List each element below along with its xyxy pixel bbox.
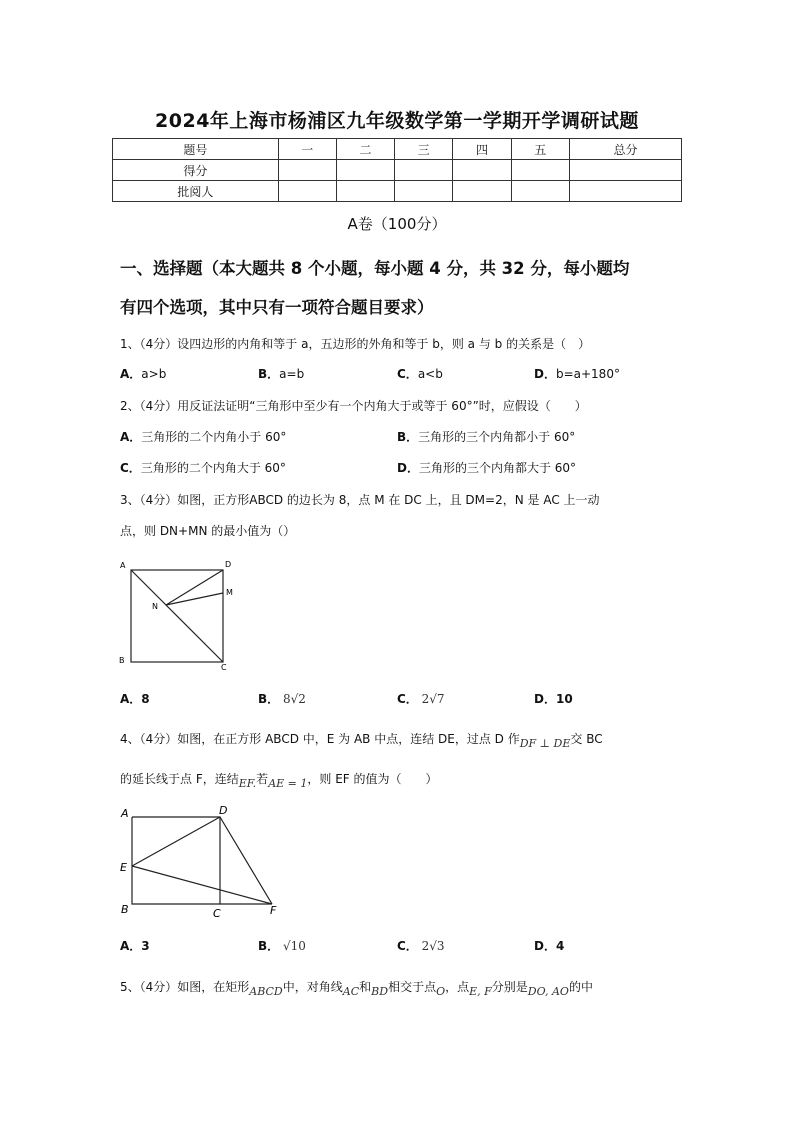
- part1-heading-line2: 有四个选项，其中只有一项符合题目要求）: [120, 298, 434, 317]
- q1-option-c: [397, 366, 443, 382]
- score-cell: [569, 181, 681, 202]
- score-cell: [569, 160, 681, 181]
- option-text: √10: [282, 939, 306, 953]
- score-header-cell: 题号: [113, 139, 279, 160]
- label-d: D: [225, 560, 232, 569]
- score-cell: [511, 160, 569, 181]
- score-row-label: 得分: [113, 160, 279, 181]
- option-text: 三角形的三个内角都大于 60°: [418, 461, 577, 475]
- q1-text: 1、（4分）设四边形的内角和等于 a，五边形的外角和等于 b，则 a 与 b 的关系是（ ）: [120, 337, 591, 351]
- option-key: D．: [534, 939, 556, 953]
- segment-de: [132, 817, 220, 866]
- score-table: [112, 138, 682, 202]
- option-key: C．: [120, 461, 141, 475]
- q5-math-bd: BD: [371, 985, 389, 998]
- q4-figure: [112, 800, 292, 922]
- label-f: F: [270, 904, 277, 917]
- reviewer-row-label: 批阅人: [113, 181, 279, 202]
- label-d: D: [219, 804, 228, 817]
- q4-option-d: [534, 938, 564, 954]
- square-abcd: [132, 817, 220, 904]
- diagonal-ac: [131, 570, 223, 662]
- q5-t2: 和: [359, 980, 372, 994]
- option-text: b=a+180°: [555, 367, 620, 381]
- label-b: B: [119, 656, 125, 665]
- label-c: C: [221, 663, 227, 672]
- q3-figure: [112, 556, 242, 674]
- q4-math-perp: DF ⊥ DE: [519, 737, 571, 750]
- q1-option-d: [534, 366, 620, 382]
- score-cell: [453, 181, 511, 202]
- q3-line1: 3、（4分）如图，正方形ABCD 的边长为 8，点 M 在 DC 上，且 DM=2，N 是 AC 上一动: [120, 493, 600, 507]
- q5-t6: 的中: [568, 980, 593, 994]
- label-n: N: [152, 602, 158, 611]
- option-key: C．: [397, 692, 418, 706]
- q3-option-a: [120, 691, 150, 707]
- option-text: 4: [555, 939, 565, 953]
- option-text: a<b: [417, 367, 443, 381]
- q4-option-b: [258, 938, 306, 954]
- q3-option-d: [534, 691, 573, 707]
- option-key: C．: [397, 367, 418, 381]
- option-text: 3: [141, 939, 150, 953]
- score-cell: [278, 181, 336, 202]
- option-key: D．: [534, 367, 556, 381]
- option-key: D．: [397, 461, 419, 475]
- section-a-title: A卷（100分）: [347, 215, 447, 233]
- q5-t3: 相交于点: [388, 980, 437, 994]
- part1-heading-line1: 一、选择题（本大题共 8 个小题，每小题 4 分，共 32 分，每小题均: [120, 259, 630, 278]
- q5-t4: ，点: [445, 980, 470, 994]
- option-text: 8: [141, 692, 150, 706]
- option-text: 三角形的二个内角小于 60°: [141, 430, 287, 444]
- q4-line2-mid: 若: [256, 772, 269, 786]
- q4-line2-post: ，则 EF 的值为（ ）: [307, 772, 438, 786]
- score-header-cell: 三: [395, 139, 453, 160]
- q2-option-d: [397, 460, 576, 476]
- label-m: M: [226, 588, 233, 597]
- option-text: 三角形的三个内角都小于 60°: [418, 430, 576, 444]
- option-text: 8√2: [282, 692, 306, 706]
- score-header-cell: 总分: [569, 139, 681, 160]
- q3-line2: 点，则 DN+MN 的最小值为（）: [120, 524, 296, 538]
- score-cell: [336, 181, 394, 202]
- reviewer-row: [113, 181, 682, 202]
- option-key: A．: [120, 430, 142, 444]
- score-header-cell: 四: [453, 139, 511, 160]
- q3-option-c: [397, 691, 445, 707]
- q5-text: [120, 979, 700, 996]
- option-key: B．: [258, 939, 280, 953]
- segment-ef: [132, 866, 272, 904]
- option-text: 2√7: [421, 692, 445, 706]
- label-a: A: [120, 561, 126, 570]
- q5-t1: 中，对角线: [282, 980, 343, 994]
- score-header-cell: 一: [278, 139, 336, 160]
- score-cell: [278, 160, 336, 181]
- score-cell: [395, 181, 453, 202]
- score-cell: [336, 160, 394, 181]
- option-text: a>b: [141, 367, 167, 381]
- q4-line1-post: 交 BC: [570, 732, 603, 746]
- score-cell: [511, 181, 569, 202]
- q5-math-ac: AC: [342, 985, 360, 998]
- label-c: C: [213, 907, 221, 920]
- q4-math-ae: AE = 1: [268, 777, 308, 790]
- q2-option-a: [120, 429, 286, 445]
- option-key: A．: [120, 367, 142, 381]
- q1-option-b: [258, 366, 304, 382]
- q2-option-c: [120, 460, 286, 476]
- segment-nm: [166, 593, 223, 605]
- score-table-header-row: [113, 139, 682, 160]
- option-text: 三角形的二个内角大于 60°: [140, 461, 286, 475]
- q4-line1-pre: 4、（4分）如图，在正方形 ABCD 中，E 为 AB 中点，连结 DE，过点 D 作: [120, 732, 520, 746]
- label-e: E: [120, 861, 127, 874]
- q5-math-abcd: ABCD: [249, 985, 283, 998]
- q4-math-ef: EF.: [238, 777, 257, 790]
- option-key: C．: [397, 939, 418, 953]
- q5-math-do-ao: DO, AO: [527, 985, 569, 998]
- label-b: B: [121, 903, 129, 916]
- option-text: 10: [555, 692, 573, 706]
- q4-line2-pre: 的延长线于点 F，连结: [120, 772, 239, 786]
- score-cell: [395, 160, 453, 181]
- option-key: A．: [120, 692, 142, 706]
- q5-math-o: O: [436, 985, 446, 998]
- segment-dn: [166, 570, 223, 605]
- q4-line2: [120, 771, 680, 788]
- q2-option-b: [397, 429, 575, 445]
- q4-line1: [120, 731, 680, 748]
- q4-option-a: [120, 938, 150, 954]
- q5-pre: 5、（4分）如图，在矩形: [120, 980, 250, 994]
- option-key: D．: [534, 692, 556, 706]
- q5-t5: 分别是: [491, 980, 528, 994]
- score-header-cell: 五: [511, 139, 569, 160]
- q5-math-ef: E, F: [469, 985, 492, 998]
- q1-option-a: [120, 366, 166, 382]
- score-cell: [453, 160, 511, 181]
- option-key: B．: [397, 430, 419, 444]
- option-key: B．: [258, 692, 280, 706]
- score-row: [113, 160, 682, 181]
- option-text: a=b: [279, 367, 305, 381]
- exam-title: 2024年上海市杨浦区九年级数学第一学期开学调研试题: [155, 110, 639, 132]
- score-header-cell: 二: [336, 139, 394, 160]
- q3-option-b: [258, 691, 306, 707]
- option-key: A．: [120, 939, 142, 953]
- option-key: B．: [258, 367, 280, 381]
- q2-text: 2、（4分）用反证法证明“三角形中至少有一个内角大于或等于 60°”时，应假设（ ）: [120, 399, 587, 413]
- q4-option-c: [397, 938, 445, 954]
- label-a: A: [121, 807, 129, 820]
- segment-df: [220, 817, 272, 904]
- option-text: 2√3: [421, 939, 445, 953]
